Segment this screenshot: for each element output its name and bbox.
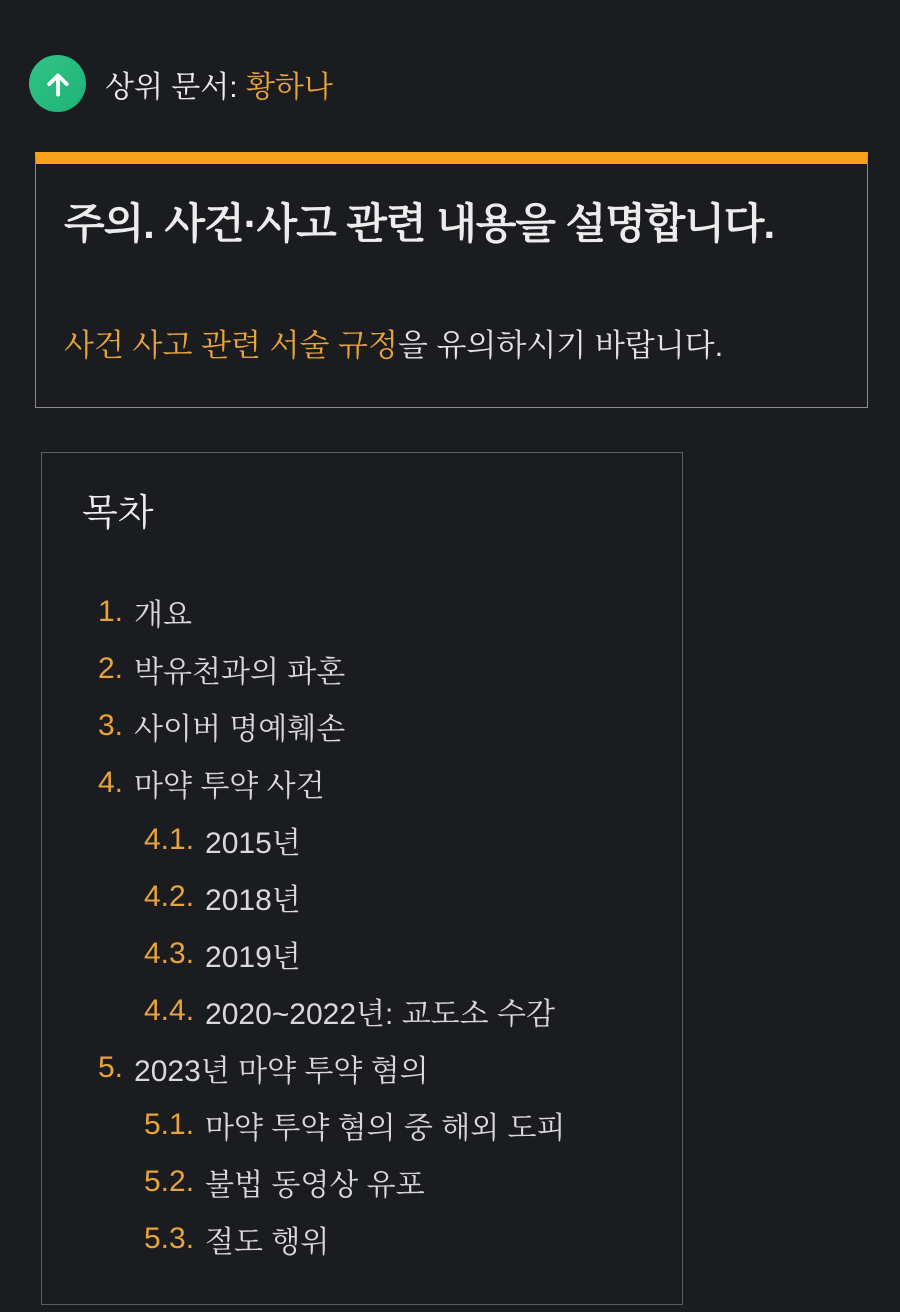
parent-doc-row (29, 55, 333, 112)
toc-list (82, 583, 662, 1267)
toc-item-label: 2018년 (205, 883, 301, 917)
toc-link-5[interactable]: 5. (98, 1050, 124, 1084)
toc-item-label: 마약 투약 사건 (134, 769, 325, 803)
toc-item (144, 1210, 662, 1267)
toc-item-label: 2019년 (205, 940, 301, 974)
toc-link-4-4[interactable]: 4.4. (144, 993, 195, 1027)
toc-item-label: 박유천과의 파혼 (134, 655, 346, 689)
toc-item-label: 절도 행위 (205, 1225, 330, 1259)
incident-policy-link[interactable]: 사건 사고 관련 서술 규정 (64, 328, 398, 363)
up-arrow-icon (29, 55, 86, 112)
toc-item (98, 1039, 662, 1096)
toc-link-2[interactable]: 2. (98, 651, 124, 685)
toc-link-4-3[interactable]: 4.3. (144, 936, 195, 970)
warning-title: 주의. 사건·사고 관련 내용을 설명합니다. (64, 200, 775, 247)
toc-item (144, 868, 662, 925)
toc-item (144, 925, 662, 982)
toc-item (98, 754, 662, 811)
toc-link-4-2[interactable]: 4.2. (144, 879, 195, 913)
toc-link-4-1[interactable]: 4.1. (144, 822, 195, 856)
toc-item-label: 불법 동영상 유포 (205, 1168, 425, 1202)
toc-item (98, 640, 662, 697)
toc-link-5-2[interactable]: 5.2. (144, 1164, 195, 1198)
toc-item-label: 2023년 마약 투약 혐의 (134, 1054, 429, 1088)
toc-link-5-1[interactable]: 5.1. (144, 1107, 195, 1141)
toc-item-label: 사이버 명예훼손 (134, 712, 346, 746)
toc-title: 목차 (82, 492, 154, 533)
toc-link-4[interactable]: 4. (98, 765, 124, 799)
toc-item-label: 개요 (134, 598, 192, 632)
toc-link-3[interactable]: 3. (98, 708, 124, 742)
toc-link-5-3[interactable]: 5.3. (144, 1221, 195, 1255)
warning-subtext (64, 326, 839, 366)
toc-item-label: 마약 투약 혐의 중 해외 도피 (205, 1111, 566, 1145)
warning-suffix: 을 유의하시기 바랍니다. (397, 328, 724, 363)
toc-item (98, 583, 662, 640)
incident-warning-box (35, 152, 868, 408)
toc-item (144, 1153, 662, 1210)
toc-item (98, 697, 662, 754)
parent-doc-label: 상위 문서: (105, 70, 246, 104)
toc-box (41, 452, 683, 1305)
toc-item (144, 1096, 662, 1153)
toc-item (144, 982, 662, 1039)
toc-item (144, 811, 662, 868)
parent-doc-link[interactable]: 황하나 (245, 70, 333, 104)
toc-item-label: 2015년 (205, 826, 301, 860)
toc-link-1[interactable]: 1. (98, 594, 124, 628)
toc-item-label: 2020~2022년: 교도소 수감 (205, 997, 555, 1031)
